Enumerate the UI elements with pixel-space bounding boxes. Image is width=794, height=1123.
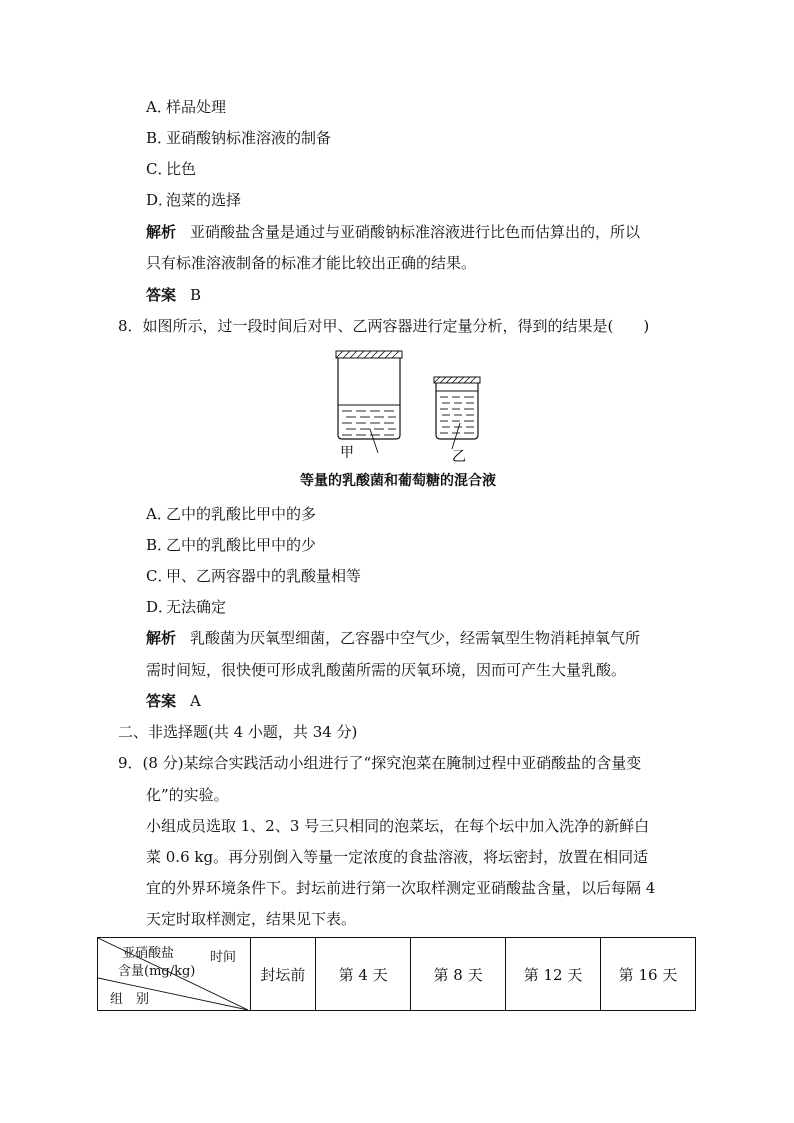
- table-header-cell: 第 16 天: [600, 938, 695, 1011]
- q7-option-b: B．亚硝酸钠标准溶液的制备: [146, 129, 332, 147]
- section-title: 二、非选择题(共 4 小题，共 34 分): [118, 723, 358, 741]
- q8-stem: 8．如图所示，过一段时间后对甲、乙两容器进行定量分析，得到的结果是( ): [118, 317, 650, 335]
- table-header-cell: 第 4 天: [316, 938, 411, 1011]
- corner-label-group: 组 别: [110, 992, 150, 1007]
- q9-body-line2: 菜 0.6 kg。再分别倒入等量一定浓度的食盐溶液，将坛密封，放置在相同适: [146, 848, 649, 866]
- corner-label-time: 时间: [210, 950, 237, 965]
- q8-answer: 答案 A: [146, 692, 201, 710]
- table-header-cell: 第 8 天: [411, 938, 506, 1011]
- q7-option-a: A．样品处理: [146, 98, 227, 116]
- table-header-cell: 封坛前: [250, 938, 316, 1011]
- q8-analysis-line1: 解析 乳酸菌为厌氧型细菌，乙容器中空气少，经需氧型生物消耗掉氧气所: [146, 629, 641, 647]
- q7-option-d: D．泡菜的选择: [146, 191, 242, 209]
- beaker-figure: [290, 345, 520, 470]
- q7-option-c: C．比色: [146, 160, 197, 178]
- q8-option-c: C．甲、乙两容器中的乳酸量相等: [146, 567, 362, 585]
- beaker-left: [336, 351, 402, 453]
- figure-caption: 等量的乳酸菌和葡萄糖的混合液: [300, 473, 496, 489]
- table-header-row: [98, 938, 696, 1011]
- q8-option-b: B．乙中的乳酸比甲中的少: [146, 536, 317, 554]
- beaker-right-label: 乙: [452, 450, 466, 465]
- corner-label-nitrite: 亚硝酸盐: [122, 946, 175, 961]
- table-header-cell: 第 12 天: [506, 938, 601, 1011]
- q9-stem-line2: 化”的实验。: [146, 786, 229, 804]
- q8-option-a: A．乙中的乳酸比甲中的多: [146, 505, 317, 523]
- table-corner-cell: [98, 938, 251, 1011]
- q9-body-line4: 天定时取样测定，结果见下表。: [146, 910, 357, 928]
- q8-analysis-line2: 需时间短，很快便可形成乳酸菌所需的厌氧环境，因而可产生大量乳酸。: [146, 661, 627, 679]
- q9-body-line3: 宜的外界环境条件下。封坛前进行第一次取样测定亚硝酸盐含量，以后每隔 4: [146, 879, 656, 897]
- q7-answer: 答案 B: [146, 286, 202, 304]
- q9-stem-line1: 9．(8 分)某综合实践活动小组进行了“探究泡菜在腌制过程中亚硝酸盐的含量变: [118, 754, 642, 772]
- q7-analysis-line1: 解析 亚硝酸盐含量是通过与亚硝酸钠标准溶液进行比色而估算出的，所以: [146, 223, 641, 241]
- corner-label-content: 含量(mg/kg): [118, 964, 196, 979]
- nitrite-table: [97, 937, 696, 1011]
- q8-option-d: D．无法确定: [146, 598, 227, 616]
- beaker-right: [434, 377, 480, 449]
- q9-body-line1: 小组成员选取 1、2、3 号三只相同的泡菜坛，在每个坛中加入洗净的新鲜白: [146, 817, 650, 835]
- q7-analysis-line2: 只有标准溶液制备的标准才能比较出正确的结果。: [146, 254, 477, 272]
- beaker-left-label: 甲: [340, 446, 354, 461]
